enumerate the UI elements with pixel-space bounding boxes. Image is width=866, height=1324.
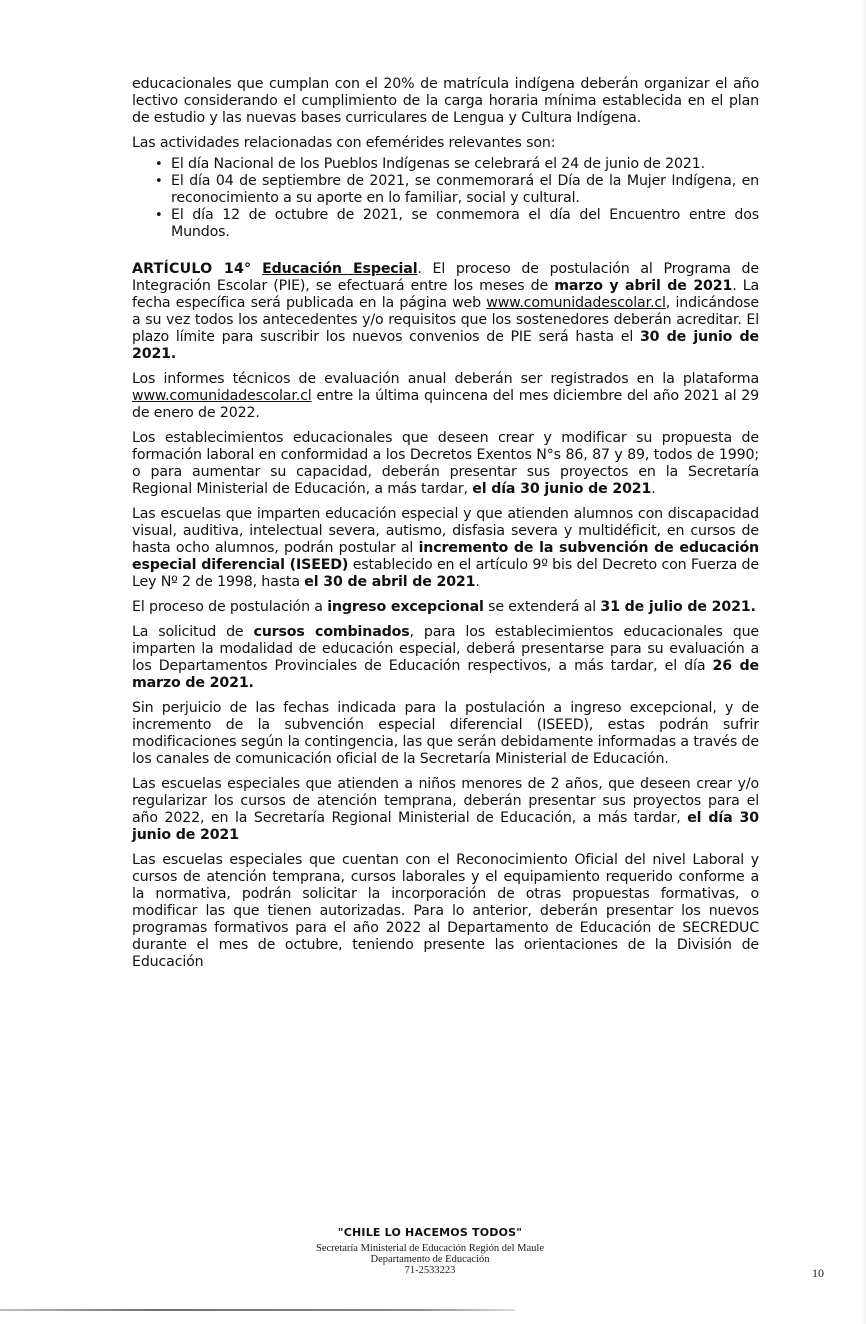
ingreso-excepcional-paragraph: El proceso de postulación a ingreso excepcional se extenderá al 31 de julio de 2021. <box>132 599 756 615</box>
list-item <box>157 156 759 173</box>
informes-paragraph: Los informes técnicos de evaluación anual deberán ser registrados en la plataforma www.comunidadescolar.cl entre la última quincena del mes diciembre del año 2021 al 29 de enero de 2022. <box>132 371 759 421</box>
page-footer <box>280 1226 580 1276</box>
page-number: 10 <box>812 1266 824 1280</box>
atencion-temprana-paragraph: Las escuelas especiales que atienden a niños menores de 2 años, que deseen crear y/o regularizar los cursos de atención temprana, deberán presentar sus proyectos para el año 2022, en la Secretaría Regional Ministerial de Educación, a más tardar, el día 30 junio de 2021 <box>132 776 759 843</box>
efemerides-list <box>132 156 759 241</box>
comunidadescolar-link[interactable]: www.comunidadescolar.cl <box>486 295 666 311</box>
formacion-laboral-paragraph: Los establecimientos educacionales que deseen crear y modificar su propuesta de formación laboral en conformidad a los Decretos Exentos N°s 86, 87 y 89, todos de 1990; o para aumentar su capacidad, deberán presentar sus proyectos en la Secretaría Regional Ministerial de Educación, a más tardar, el día 30 junio de 2021. <box>132 430 759 497</box>
article-14-paragraph: ARTÍCULO 14° Educación Especial. El proceso de postulación al Programa de Integración Escolar (PIE), se efectuará entre los meses de marzo y abril de 2021. La fecha específica será publicada en la página web www.comunidadescolar.cl, indicándose a su vez todos los antecedentes y/o requisitos que los sostenedores deberán acreditar. El plazo límite para suscribir los nuevos convenios de PIE será hasta el 30 de junio de 2021. <box>132 261 760 362</box>
list-item <box>157 207 759 241</box>
footer-institution: Secretaría Ministerial de Educación Región del Maule <box>315 1243 544 1254</box>
comunidadescolar-link[interactable]: www.comunidadescolar.cl <box>132 388 312 404</box>
contingencia-paragraph: Sin perjuicio de las fechas indicada para la postulación a ingreso excepcional, y de incremento de la subvención especial diferencial (ISEED), estas podrán sufrir modificaciones según la contingencia, las que serán debidamente informadas a través de los canales de comunicación oficial de la Secretaría Ministerial de Educación. <box>132 700 759 767</box>
footer-department: Departamento de Educación <box>370 1254 490 1265</box>
efemerides-intro: Las actividades relacionadas con efemérides relevantes son: <box>132 135 556 151</box>
iseed-paragraph: Las escuelas que imparten educación especial y que atienden alumnos con discapacidad visual, auditiva, intelectual severa, autismo, disfasia severa y multidéficit, en cursos de hasta ocho alumnos, podrán postular al incremento de la subvención de educación especial diferencial (ISEED) establecido en el artículo 9º bis del Decreto con Fuerza de Ley Nº 2 de 1998, hasta el 30 de abril de 2021. <box>132 506 759 590</box>
intro-paragraph: educacionales que cumplan con el 20% de matrícula indígena deberán organizar el año lectivo considerando el cumplimiento de la carga horaria mínima establecida en el plan de estudio y las nuevas bases curriculares de Lengua y Cultura Indígena. <box>132 76 759 126</box>
article-number: ARTÍCULO 14° <box>132 261 252 277</box>
list-item <box>157 173 759 207</box>
list-item-text: El día 12 de octubre de 2021, se conmemora el día del Encuentro entre dos Mundos. <box>171 207 759 240</box>
document-body <box>132 76 759 979</box>
cursos-combinados-paragraph: La solicitud de cursos combinados, para los establecimientos educacionales que imparten la modalidad de educación especial, deberá presentarse para su evaluación a los Departamentos Provinciales de Educación respectivos, a más tardar, el día 26 de marzo de 2021. <box>132 624 759 691</box>
footer-motto: "CHILE LO HACEMOS TODOS" <box>337 1226 523 1239</box>
list-item-text: El día 04 de septiembre de 2021, se conmemorará el Día de la Mujer Indígena, en reconocimiento a su aporte en lo familiar, social y cultural. <box>171 173 759 206</box>
article-title: Educación Especial <box>262 261 418 277</box>
footer-phone: 71-2533223 <box>404 1265 456 1276</box>
scan-divider-line <box>0 1309 515 1311</box>
bullet-icon: • <box>155 157 163 172</box>
reconocimiento-oficial-paragraph: Las escuelas especiales que cuentan con el Reconocimiento Oficial del nivel Laboral y cursos de atención temprana, cursos laborales y el equipamiento requerido conforme a la normativa, podrán solicitar la incorporación de otras propuestas formativas, o modificar las que tienen autorizadas. Para lo anterior, deberán presentar los nuevos programas formativos para el año 2022 al Departamento de Educación de SECREDUC durante el mes de octubre, teniendo presente las orientaciones de la División de Educación <box>132 852 759 970</box>
bullet-icon: • <box>155 208 163 223</box>
page-edge <box>862 0 866 1324</box>
bullet-icon: • <box>155 174 163 189</box>
list-item-text: El día Nacional de los Pueblos Indígenas se celebrará el 24 de junio de 2021. <box>171 156 705 172</box>
